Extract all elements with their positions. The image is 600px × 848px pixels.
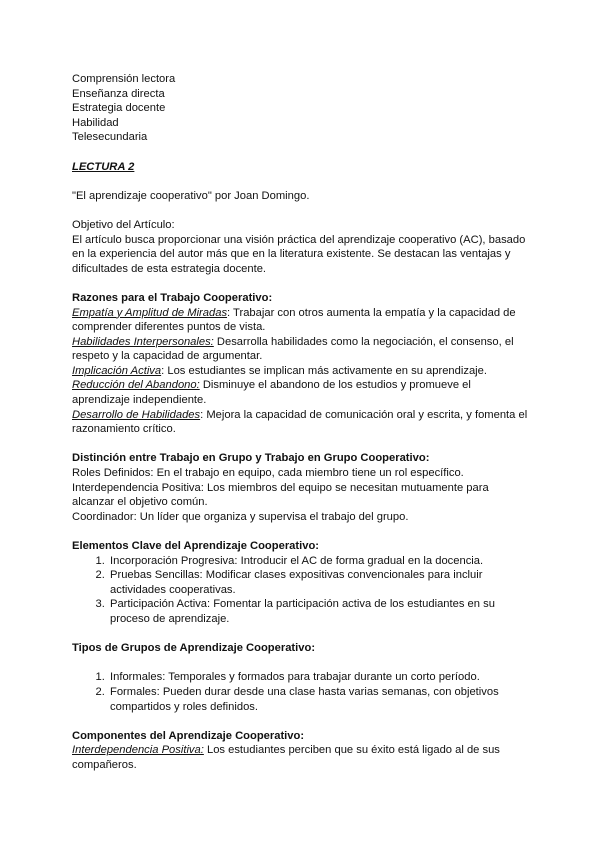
tag: Comprensión lectora: [72, 73, 176, 85]
distincion-line: Interdependencia Positiva: Los miembros del equipo se necesitan mutuamente para alcanzar el objetivo común.: [72, 481, 489, 509]
elementos-heading: Elementos Clave del Aprendizaje Cooperativo:: [72, 540, 320, 552]
elementos-list: [72, 554, 530, 627]
razones-list: [72, 306, 530, 437]
razon-text: Desarrolla habilidades como la negociación, el consenso, el respeto y la capacidad de argumentar.: [72, 335, 514, 363]
lectura-title: LECTURA 2: [72, 160, 135, 173]
razon-term: Reducción del Abandono:: [72, 379, 200, 392]
tipos-list: [72, 670, 530, 714]
article-reference: "El aprendizaje cooperativo" por Joan Domingo.: [72, 189, 310, 202]
componente-term: Interdependencia Positiva:: [72, 744, 204, 757]
tipos-heading: Tipos de Grupos de Aprendizaje Cooperativo:: [72, 642, 316, 655]
razon-text: Mejora la capacidad de comunicación oral y escrita, y fomenta el razonamiento crítico.: [72, 408, 528, 436]
distincion-line: Coordinador: Un líder que organiza y supervisa el trabajo del grupo.: [72, 510, 409, 523]
objective-text: El artículo busca proporcionar una visión práctica del aprendizaje cooperativo (AC), basado en la experiencia del autor más que en la literatura existente. Se destacan las ventajas y dificultades de esta estrategia docente.: [72, 233, 526, 275]
document-page: [72, 72, 530, 773]
razon-text: Los estudiantes se implican más activamente en su aprendizaje.: [164, 364, 487, 377]
tag: Estrategia docente: [72, 102, 166, 115]
razon-text: Trabajar con otros aumenta la empatía y la capacidad de comprender diferentes puntos de vista.: [72, 306, 516, 334]
list-item: 1. Incorporación Progresiva: Introducir el AC de forma gradual en la docencia.: [108, 554, 530, 569]
componentes-heading: Componentes del Aprendizaje Cooperativo:: [72, 729, 305, 742]
tag: Telesecundaria: [72, 131, 148, 144]
tag: Habilidad: [72, 116, 119, 129]
list-item: 1. Informales: Temporales y formados para trabajar durante un corto período.: [108, 670, 530, 685]
razon-term: Empatía y Amplitud de Miradas: [72, 306, 228, 319]
razon-term: Desarrollo de Habilidades: [72, 408, 201, 421]
tag-list: [72, 72, 530, 145]
list-item: 2. Pruebas Sencillas: Modificar clases expositivas convencionales para incluir actividades cooperativas.: [108, 568, 530, 597]
razon-text: Disminuye el abandono de los estudios y promueve el aprendizaje independiente.: [72, 379, 471, 407]
list-item: 2. Formales: Pueden durar desde una clase hasta varias semanas, con objetivos compartidos y roles definidos.: [108, 685, 530, 714]
distincion-line: Roles Definidos: En el trabajo en equipo, cada miembro tiene un rol específico.: [72, 467, 464, 480]
componente-text: Los estudiantes perciben que su éxito está ligado al de sus compañeros.: [72, 744, 500, 771]
razon-item: Empatía y Amplitud de Miradas: Trabajar con otros aumenta la empatía y la capacidad de comprender diferentes puntos de vista.: [72, 306, 516, 334]
razon-item: [72, 378, 530, 407]
razon-term: Implicación Activa: [72, 364, 162, 377]
list-item: 3. Participación Activa: Fomentar la participación activa de los estudiantes en su proceso de aprendizaje.: [108, 597, 530, 626]
distincion-heading: Distinción entre Trabajo en Grupo y Trabajo en Grupo Cooperativo:: [72, 452, 430, 465]
tag: Enseñanza directa: [72, 87, 165, 100]
objective-label: Objetivo del Artículo:: [72, 218, 175, 231]
razon-item: Desarrollo de Habilidades: Mejora la capacidad de comunicación oral y escrita, y fomenta el razonamiento crítico.: [72, 408, 528, 436]
razon-term: Habilidades Interpersonales:: [72, 335, 214, 348]
razon-item: [72, 335, 530, 364]
razones-heading: Razones para el Trabajo Cooperativo:: [72, 291, 273, 304]
razon-item: Implicación Activa: Los estudiantes se implican más activamente en su aprendizaje.: [72, 364, 487, 377]
componente-item: [72, 743, 530, 772]
